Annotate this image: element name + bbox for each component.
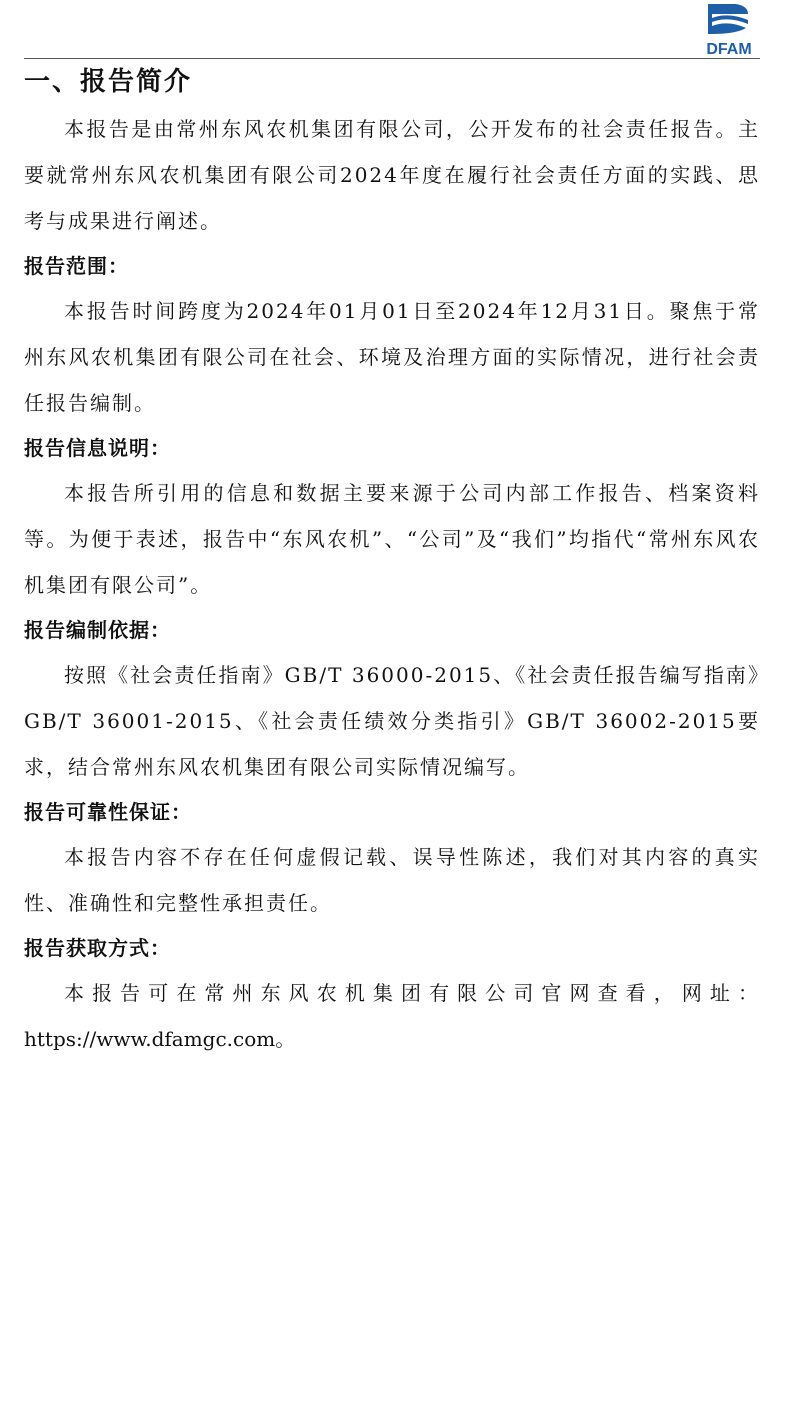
intro-paragraph: 本报告是由常州东风农机集团有限公司，公开发布的社会责任报告。主要就常州东风农机集团有限公司2024年度在履行社会责任方面的实践、思考与成果进行阐述。 [24, 117, 760, 233]
paragraph-compilation-basis: 按照《社会责任指南》GB/T 36000-2015、《社会责任报告编写指南》GB/T 36001-2015、《社会责任绩效分类指引》GB/T 36002-2015要求，结合常州东风农机集团有限公司实际情况编写。 [24, 663, 760, 779]
heading-reliability: 报告可靠性保证： [24, 800, 192, 824]
paragraph-access-method [24, 970, 760, 1062]
heading-report-scope: 报告范围： [24, 254, 129, 278]
dfam-logo-icon [698, 0, 760, 58]
company-logo [698, 0, 760, 58]
logo-text: DFAM [706, 41, 752, 58]
paragraph-reliability: 本报告内容不存在任何虚假记载、误导性陈述，我们对其内容的真实性、准确性和完整性承担责任。 [24, 845, 760, 915]
website-link[interactable]: https://www.dfamgc.com。 [24, 1027, 296, 1051]
section-title: 一、报告简介 [24, 67, 193, 97]
heading-access-method: 报告获取方式： [24, 936, 171, 960]
heading-compilation-basis: 报告编制依据： [24, 618, 171, 642]
document-body [24, 58, 760, 1062]
paragraph-report-information: 本报告所引用的信息和数据主要来源于公司内部工作报告、档案资料等。为便于表述，报告中“东风农机”、“公司”及“我们”均指代“常州东风农机集团有限公司”。 [24, 481, 760, 597]
heading-report-information: 报告信息说明： [24, 436, 171, 460]
access-method-text: 本报告可在常州东风农机集团有限公司官网查看，网址： [64, 981, 760, 1005]
paragraph-report-scope: 本报告时间跨度为2024年01月01日至2024年12月31日。聚焦于常州东风农机集团有限公司在社会、环境及治理方面的实际情况，进行社会责任报告编制。 [24, 299, 760, 415]
